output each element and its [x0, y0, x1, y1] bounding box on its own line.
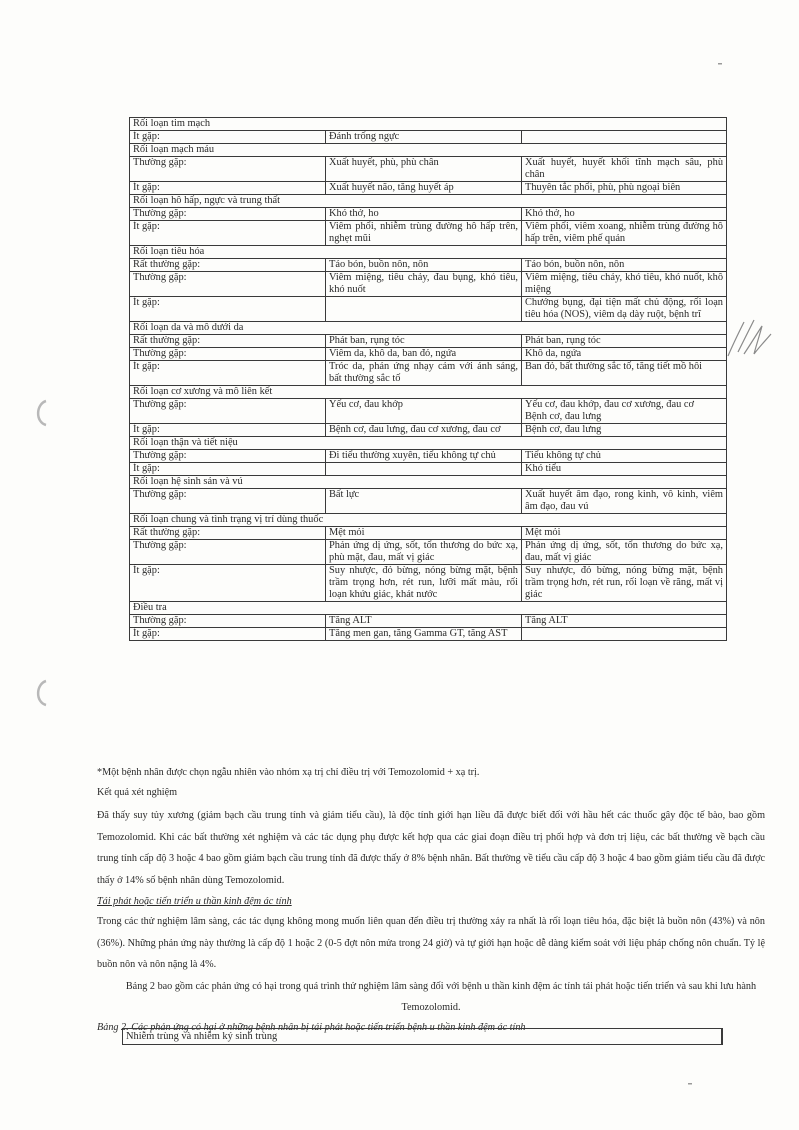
- section-heading-cell: Rối loạn tiêu hóa: [130, 246, 727, 259]
- punch-hole-mark-upper: [32, 398, 52, 428]
- monotherapy-cell: Suy nhược, đỏ bừng, nóng bừng mặt, bệnh trầm trọng hơn, rét run, lưỡi mất màu, rối loạn khứu giác, khát nước: [326, 565, 522, 602]
- frequency-cell: Thường gặp:: [130, 540, 326, 565]
- combination-cell: Xuất huyết âm đạo, rong kinh, vô kinh, viêm âm đạo, đau vú: [522, 489, 727, 514]
- section-heading-cell: Rối loạn chung và tình trạng vị trí dùng thuốc: [130, 514, 727, 527]
- combination-cell: Chướng bụng, đại tiện mất chủ động, rối loạn tiêu hóa (NOS), viêm dạ dày ruột, bệnh trĩ: [522, 297, 727, 322]
- relapse-paragraph: Trong các thử nghiệm lâm sàng, các tác dụng không mong muốn liên quan đến điều trị thường xảy ra nhất là rối loạn tiêu hóa, đặc biệt là buồn nôn (43%) và nôn (36%). Những phản ứng này thường là cấp độ 1 hoặc 2 (0-5 đợt nôn mửa trong 24 giờ) và tự giới hạn hoặc dễ dàng kiểm soát với liệu pháp chống nôn chuẩn. Tỷ lệ buồn nôn và nôn nặng là 4%.: [97, 916, 765, 970]
- adverse-reactions-table: [129, 117, 727, 641]
- section-heading-cell: Rối loạn hệ sinh sản và vú: [130, 476, 727, 489]
- section-heading-cell: Rối loạn tim mạch: [130, 118, 727, 131]
- monotherapy-cell: Phát ban, rụng tóc: [326, 335, 522, 348]
- monotherapy-cell: Đi tiểu thường xuyên, tiểu không tự chủ: [326, 450, 522, 463]
- table-row: [130, 131, 727, 144]
- monotherapy-cell: Khó thở, ho: [326, 208, 522, 221]
- monotherapy-cell: Mệt mỏi: [326, 527, 522, 540]
- section-row: [130, 476, 727, 489]
- table-row: [130, 272, 727, 297]
- table-row: [130, 182, 727, 195]
- monotherapy-cell: Viêm da, khô da, ban đỏ, ngứa: [326, 348, 522, 361]
- combination-cell: Táo bón, buồn nôn, nôn: [522, 259, 727, 272]
- scan-speck: [716, 60, 726, 68]
- combination-cell: Suy nhược, đỏ bừng, nóng bừng mặt, bệnh trầm trọng hơn, rét run, rối loạn về răng, mất vị giác: [522, 565, 727, 602]
- frequency-cell: Thường gặp:: [130, 157, 326, 182]
- punch-hole-mark-lower: [32, 678, 52, 708]
- combination-cell: Ban đỏ, bất thường sắc tố, tăng tiết mồ hôi: [522, 361, 727, 386]
- combination-cell: Khó thở, ho: [522, 208, 727, 221]
- section-row: [130, 118, 727, 131]
- section-row: [130, 195, 727, 208]
- table-row: [130, 540, 727, 565]
- frequency-cell: Ít gặp:: [130, 131, 326, 144]
- table-row: [130, 565, 727, 602]
- frequency-cell: Ít gặp:: [130, 221, 326, 246]
- combination-cell: [522, 628, 727, 641]
- section-row: [130, 246, 727, 259]
- frequency-cell: Thường gặp:: [130, 450, 326, 463]
- monotherapy-cell: Đánh trống ngực: [326, 131, 522, 144]
- frequency-cell: Thường gặp:: [130, 489, 326, 514]
- table2: [122, 1028, 723, 1045]
- combination-cell: Phản ứng dị ứng, sốt, tổn thương do bức xạ, đau, mất vị giác: [522, 540, 727, 565]
- table-row: [130, 489, 727, 514]
- monotherapy-cell: Phản ứng dị ứng, sốt, tổn thương do bức xạ, phù mặt, đau, mất vị giác: [326, 540, 522, 565]
- frequency-cell: Ít gặp:: [130, 361, 326, 386]
- lab-results-paragraph: Đã thấy suy tủy xương (giảm bạch cầu trung tính và giảm tiểu cầu), là độc tính giới hạn liều đã được biết đối với hầu hết các thuốc gây độc tế bào, bao gồm Temozolomid. Khi các bất thường xét nghiệm và các tác dụng phụ được kết hợp qua các giai đoạn điều trị phối hợp và đơn trị liệu, các bất thường về bạch cầu trung tính cấp độ 3 hoặc 4 bao gồm giảm bạch cầu trung tính đã được thấy ở 8% bệnh nhân. Bất thường về tiểu cầu cấp độ 3 hoặc 4 bao gồm giảm tiểu cầu đã được thấy ở 14% số bệnh nhân dùng Temozolomid.: [97, 810, 765, 886]
- monotherapy-cell: Bất lực: [326, 489, 522, 514]
- frequency-cell: Thường gặp:: [130, 208, 326, 221]
- monotherapy-cell: Yếu cơ, đau khớp: [326, 399, 522, 424]
- section-heading-cell: Rối loạn mạch máu: [130, 144, 727, 157]
- table-row: [123, 1029, 723, 1045]
- combination-cell: Thuyên tắc phổi, phù, phù ngoại biên: [522, 182, 727, 195]
- section-heading-cell: Điều tra: [130, 602, 727, 615]
- lab-results-heading: Kết quả xét nghiệm: [97, 787, 178, 798]
- table-row: [130, 450, 727, 463]
- frequency-cell: Rất thường gặp:: [130, 527, 326, 540]
- section-heading-cell: Rối loạn cơ xương và mô liên kết: [130, 386, 727, 399]
- section-heading-cell: Rối loạn da và mô dưới da: [130, 322, 727, 335]
- table-row: [130, 361, 727, 386]
- monotherapy-cell: Tăng men gan, tăng Gamma GT, tăng AST: [326, 628, 522, 641]
- table-row: [130, 399, 727, 424]
- section-row: [130, 144, 727, 157]
- relapse-heading: Tái phát hoặc tiến triển u thần kinh đệm ác tính: [97, 896, 292, 907]
- combination-cell: Yếu cơ, đau khớp, đau cơ xương, đau cơ Bệnh cơ, đau lưng: [522, 399, 727, 424]
- table-row: [130, 424, 727, 437]
- frequency-cell: Ít gặp:: [130, 182, 326, 195]
- combination-cell: Viêm miệng, tiêu chảy, khó tiêu, khó nuốt, khô miệng: [522, 272, 727, 297]
- section-row: [130, 322, 727, 335]
- monotherapy-cell: Xuất huyết, phù, phù chân: [326, 157, 522, 182]
- text-block: [97, 766, 765, 1035]
- monotherapy-cell: [326, 297, 522, 322]
- frequency-cell: Thường gặp:: [130, 348, 326, 361]
- table-row: [130, 259, 727, 272]
- monotherapy-cell: [326, 463, 522, 476]
- table2-caption: Bảng 2. Các phản ứng có hại ở những bệnh nhân bị tái phát hoặc tiến triển bệnh u thần kinh đệm ác tính: [97, 1021, 526, 1033]
- table-row: [130, 157, 727, 182]
- monotherapy-cell: Tróc da, phản ứng nhạy cảm với ánh sáng, bất thường sắc tố: [326, 361, 522, 386]
- combination-cell: Khô da, ngứa: [522, 348, 727, 361]
- table-row: [130, 221, 727, 246]
- frequency-cell: Ít gặp:: [130, 463, 326, 476]
- frequency-cell: Thường gặp:: [130, 615, 326, 628]
- signature-initials: [724, 312, 774, 362]
- frequency-cell: Rất thường gặp:: [130, 259, 326, 272]
- monotherapy-cell: Xuất huyết não, tăng huyết áp: [326, 182, 522, 195]
- combination-cell: [522, 131, 727, 144]
- frequency-cell: Ít gặp:: [130, 628, 326, 641]
- table-row: [130, 348, 727, 361]
- monotherapy-cell: Viêm phổi, nhiễm trùng đường hô hấp trên, nghẹt mũi: [326, 221, 522, 246]
- adverse-reactions-table-body: [130, 118, 727, 641]
- table-row: [130, 208, 727, 221]
- scan-speck: [686, 1080, 696, 1088]
- combination-cell: Mệt mỏi: [522, 527, 727, 540]
- combination-cell: Khó tiểu: [522, 463, 727, 476]
- frequency-cell: Ít gặp:: [130, 565, 326, 602]
- table-row: [130, 628, 727, 641]
- combination-cell: Bệnh cơ, đau lưng: [522, 424, 727, 437]
- combination-cell: Tăng ALT: [522, 615, 727, 628]
- monotherapy-cell: Táo bón, buồn nôn, nôn: [326, 259, 522, 272]
- combination-cell: Viêm phổi, viêm xoang, nhiễm trùng đường hô hấp trên, viêm phế quản: [522, 221, 727, 246]
- combination-cell: Xuất huyết, huyết khối tĩnh mạch sâu, phù chân: [522, 157, 727, 182]
- table2-first-row-cell: Nhiễm trùng và nhiễm ký sinh trùng: [123, 1029, 723, 1045]
- monotherapy-cell: Viêm miệng, tiêu chảy, đau bụng, khó tiêu, khó nuốt: [326, 272, 522, 297]
- section-row: [130, 386, 727, 399]
- section-heading-cell: Rối loạn hô hấp, ngực và trung thất: [130, 195, 727, 208]
- table-row: [130, 297, 727, 322]
- section-row: [130, 514, 727, 527]
- combination-cell: Phát ban, rụng tóc: [522, 335, 727, 348]
- table-row: [130, 615, 727, 628]
- table2-intro-paragraph: Bảng 2 bao gồm các phản ứng có hại trong quá trình thử nghiệm lâm sàng đối với bệnh u thần kinh đệm ác tính tái phát hoặc tiến triển và sau khi lưu hành Temozolomid.: [125, 980, 757, 1013]
- table-footnote: *Một bệnh nhân được chọn ngẫu nhiên vào nhóm xạ trị chỉ điều trị với Temozolomid + xạ trị.: [97, 767, 480, 778]
- frequency-cell: Ít gặp:: [130, 424, 326, 437]
- table-row: [130, 463, 727, 476]
- frequency-cell: Thường gặp:: [130, 399, 326, 424]
- section-row: [130, 437, 727, 450]
- frequency-cell: Thường gặp:: [130, 272, 326, 297]
- monotherapy-cell: Tăng ALT: [326, 615, 522, 628]
- monotherapy-cell: Bệnh cơ, đau lưng, đau cơ xương, đau cơ: [326, 424, 522, 437]
- section-row: [130, 602, 727, 615]
- table-row: [130, 527, 727, 540]
- combination-cell: Tiểu không tự chủ: [522, 450, 727, 463]
- frequency-cell: Ít gặp:: [130, 297, 326, 322]
- table-row: [130, 335, 727, 348]
- frequency-cell: Rất thường gặp:: [130, 335, 326, 348]
- section-heading-cell: Rối loạn thận và tiết niệu: [130, 437, 727, 450]
